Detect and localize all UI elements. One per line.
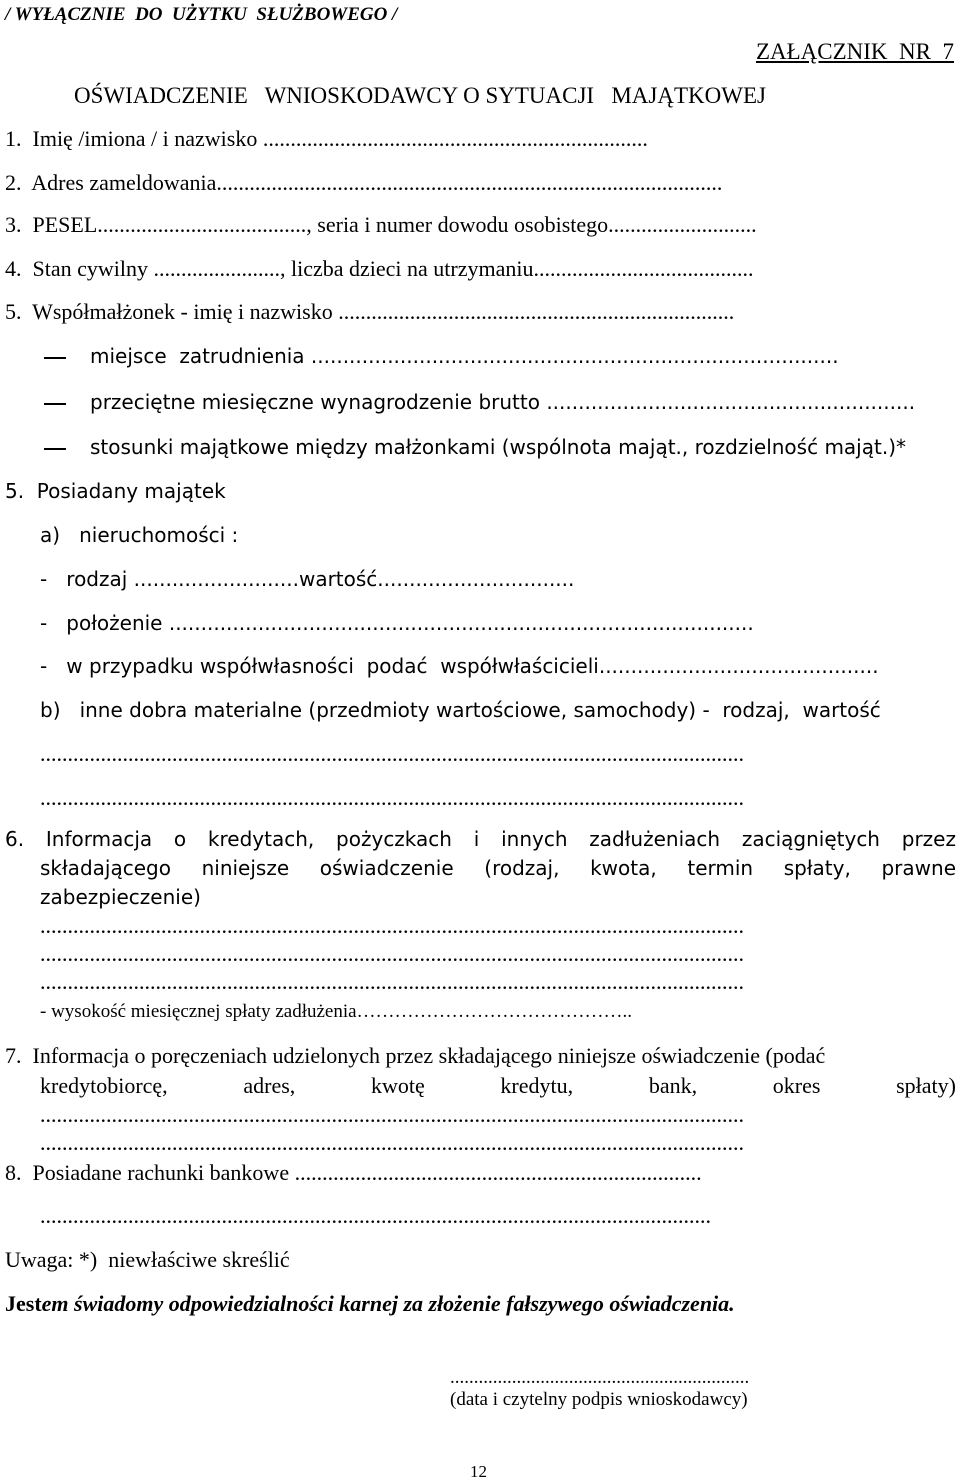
item-spouse-salary: przeciętne miesięczne wynagrodzenie brutto .......................................................... bbox=[90, 390, 916, 414]
dash-bullet bbox=[44, 357, 66, 359]
blank-line: ................................................................................................................................ bbox=[40, 785, 744, 810]
item-real-estate: a) nieruchomości : bbox=[40, 523, 239, 547]
blank-line: ................................................................................................................................ bbox=[40, 969, 744, 994]
blank-line: ................................................................................................................................ bbox=[40, 1102, 744, 1127]
item-assets: 5. Posiadany majątek bbox=[5, 479, 226, 503]
item-spouse-property-relations: stosunki majątkowe między małżonkami (wspólnota mająt., rozdzielność mająt.)* bbox=[90, 435, 906, 459]
item-name: 1. Imię /imiona / i nazwisko ...................................................................... bbox=[5, 126, 648, 151]
item-spouse-workplace: miejsce zatrudnienia ................................................................................... bbox=[90, 344, 839, 368]
item-monthly-repayment: - wysokość miesięcznej spłaty zadłużenia…………………………………….. bbox=[40, 1001, 633, 1022]
dash-bullet bbox=[44, 448, 66, 450]
note-cross-out: Uwaga: *) niewłaściwe skreślić bbox=[5, 1247, 290, 1272]
declaration-bold: Jest bbox=[5, 1291, 42, 1316]
page-number: 12 bbox=[470, 1462, 487, 1481]
item-guarantees-line2: kredytobiorcę, adres, kwotę kredytu, bank, okres spłaty) bbox=[40, 1073, 956, 1098]
blank-line: ................................................................................................................................ bbox=[40, 941, 744, 966]
item-bank-accounts: 8. Posiadane rachunki bankowe .......................................................................... bbox=[5, 1160, 702, 1185]
item-other-goods: b) inne dobra materialne (przedmioty wartościowe, samochody) - rodzaj, wartość bbox=[40, 698, 881, 722]
item-loans-line2: składającego niniejsze oświadczenie (rodzaj, kwota, termin spłaty, prawne bbox=[40, 856, 956, 880]
item-loans-line3: zabezpieczenie) bbox=[40, 885, 201, 909]
declaration bbox=[5, 1293, 735, 1315]
item-real-estate-location: - położenie ............................................................................................ bbox=[40, 611, 754, 635]
service-use-stamp: / WYŁĄCZNIE DO UŻYTKU SŁUŻBOWEGO / bbox=[5, 4, 398, 25]
declaration-bold-italic: em świadomy odpowiedzialności karnej za złożenie fałszywego oświadczenia. bbox=[41, 1291, 735, 1316]
item-marital-status: 4. Stan cywilny ......................., liczba dzieci na utrzymaniu........................................ bbox=[5, 256, 754, 281]
item-real-estate-type: - rodzaj ..........................wartość............................... bbox=[40, 567, 575, 591]
item-guarantees-line1: 7. Informacja o poręczeniach udzielonych przez składającego niniejsze oświadczenie (podać bbox=[5, 1043, 826, 1068]
item-pesel: 3. PESEL......................................, seria i numer dowodu osobistego........................... bbox=[5, 212, 757, 237]
item-co-owners: - w przypadku współwłasności podać współwłaścicieli............................................ bbox=[40, 654, 879, 678]
item-address: 2. Adres zameldowania............................................................................................ bbox=[5, 170, 723, 195]
blank-line: ................................................................................................................................ bbox=[40, 1130, 744, 1155]
item-spouse: 5. Współmałżonek - imię i nazwisko ........................................................................ bbox=[5, 299, 735, 324]
signature-line: ............................................................... bbox=[450, 1367, 750, 1388]
document-title: OŚWIADCZENIE WNIOSKODAWCY O SYTUACJI MAJĄTKOWEJ bbox=[74, 83, 766, 108]
blank-line: .......................................................................................................................... bbox=[40, 1203, 711, 1228]
signature-caption: (data i czytelny podpis wnioskodawcy) bbox=[450, 1389, 748, 1410]
item-loans-line1: 6. Informacja o kredytach, pożyczkach i innych zadłużeniach zaciągniętych przez bbox=[5, 827, 956, 851]
blank-line: ................................................................................................................................ bbox=[40, 741, 744, 766]
dash-bullet bbox=[44, 403, 66, 405]
attachment-label: ZAŁĄCZNIK NR 7 bbox=[755, 39, 954, 64]
blank-line: ................................................................................................................................ bbox=[40, 913, 744, 938]
